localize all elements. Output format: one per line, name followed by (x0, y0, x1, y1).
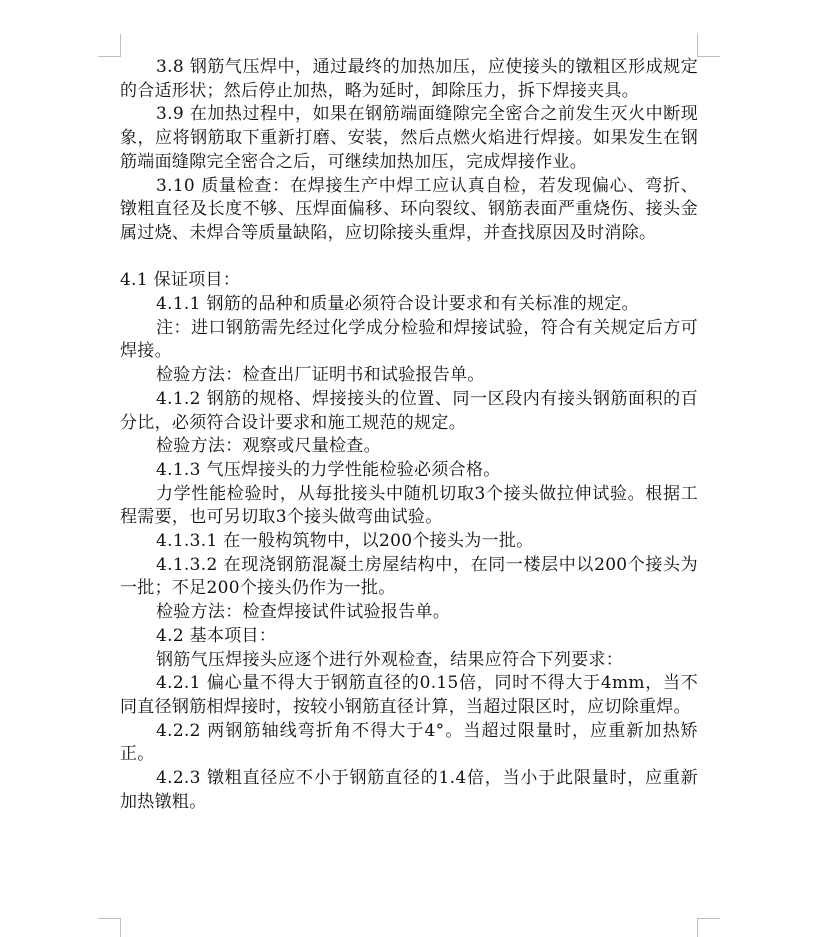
paragraph-3-9: 3.9 在加热过程中，如果在钢筋端面缝隙完全密合之前发生灭火中断现象，应将钢筋取下重新打磨、安装，然后点燃火焰进行焊接。如果发生在钢筋端面缝隙完全密合之后，可继续加热加压，完成焊接作业。 (120, 104, 698, 172)
paragraph-3-8: 3.8 钢筋气压焊中，通过最终的加热加压，应使接头的镦粗区形成规定的合适形状；然后停止加热，略为延时，卸除压力，拆下焊接夹具。 (120, 57, 698, 101)
paragraph-note: 注：进口钢筋需先经过化学成分检验和焊接试验，符合有关规定后方可焊接。 (120, 317, 698, 362)
paragraph-4-1-1: 4.1.1 钢筋的品种和质量必须符合设计要求和有关标准的规定。 (156, 294, 639, 315)
margin-mark-bottom-left (98, 918, 121, 937)
paragraph-4-1-3-2: 4.1.3.2 在现浇钢筋混凝土房屋结构中，在同一楼层中以200个接头为一批；不足200个接头仍作为一批。 (120, 554, 698, 599)
paragraph-appearance-check: 钢筋气压焊接头应逐个进行外观检查，结果应符合下列要求： (156, 649, 624, 670)
paragraph-inspection-method-2: 检验方法：观察或尺量检查。 (156, 436, 381, 457)
paragraph-4-2-3: 4.2.3 镦粗直径应不小于钢筋直径的1.4倍，当小于此限量时，应重新加热镦粗。 (120, 768, 698, 812)
paragraph-4-1-3-1: 4.1.3.1 在一般构筑物中，以200个接头为一批。 (156, 531, 534, 552)
margin-mark-top-right (697, 34, 720, 57)
blank-line (120, 246, 698, 270)
heading-4-1: 4.1 保证项目： (120, 270, 241, 291)
document-body[interactable] (120, 56, 698, 814)
margin-mark-bottom-right (697, 918, 720, 937)
paragraph-4-2-2: 4.2.2 两钢筋轴线弯折角不得大于4°。当超过限量时，应重新加热矫正。 (120, 720, 698, 765)
paragraph-4-2-1: 4.2.1 偏心量不得大于钢筋直径的0.15倍，同时不得大于4mm，当不同直径钢筋相焊接时，按较小钢筋直径计算，当超过限区时，应切除重焊。 (120, 673, 698, 717)
paragraph-mechanical-test: 力学性能检验时，从每批接头中随机切取3个接头做拉伸试验。根据工程需要，也可另切取3个接头做弯曲试验。 (120, 483, 698, 528)
paragraph-inspection-method-1: 检验方法：检查出厂证明书和试验报告单。 (156, 365, 485, 386)
paragraph-3-10: 3.10 质量检查：在焊接生产中焊工应认真自检，若发现偏心、弯折、镦粗直径及长度不够、压焊面偏移、环向裂纹、钢筋表面严重烧伤、接头金属过烧、未焊合等质量缺陷，应切除接头重焊，并查找原因及时消除。 (120, 175, 698, 243)
margin-mark-top-left (98, 34, 121, 57)
heading-4-2: 4.2 基本项目： (156, 625, 277, 646)
paragraph-4-1-3: 4.1.3 气压焊接头的力学性能检验必须合格。 (156, 459, 501, 480)
paragraph-inspection-method-3: 检验方法：检查焊接试件试验报告单。 (156, 602, 451, 623)
paragraph-4-1-2: 4.1.2 钢筋的规格、焊接接头的位置、同一区段内有接头钢筋面积的百分比，必须符合设计要求和施工规范的规定。 (120, 388, 698, 433)
